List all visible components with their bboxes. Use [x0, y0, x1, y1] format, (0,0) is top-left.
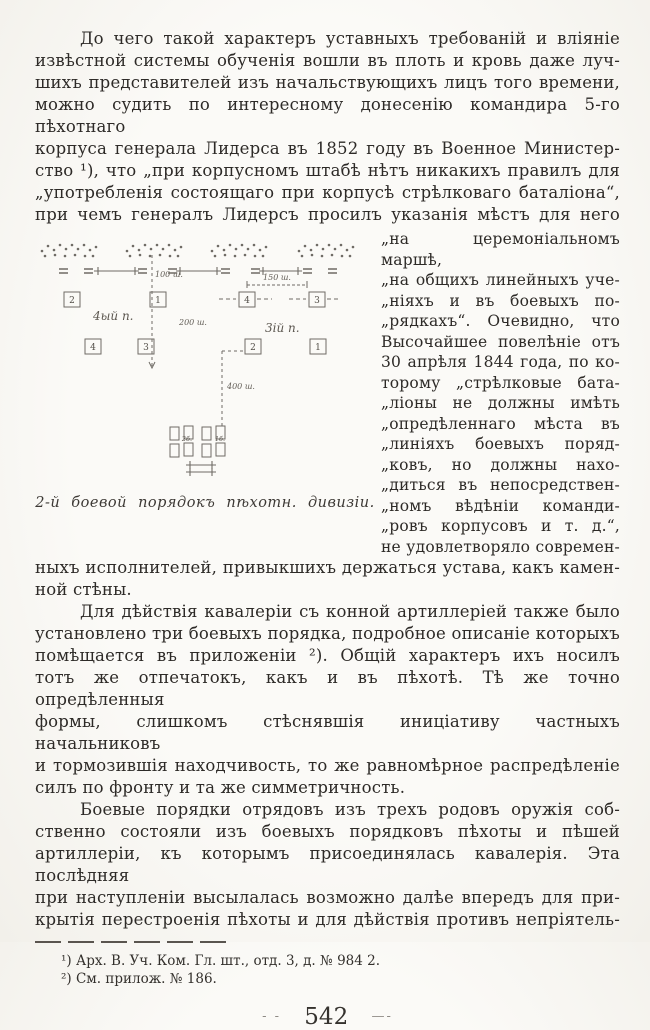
text-line: „опредѣленнаго мѣста въ — [381, 414, 620, 433]
right-column — [375, 229, 620, 557]
page-number-row — [35, 1004, 620, 1030]
text-line: установлено три боевыхъ порядка, подробное описаніе которыхъ — [35, 624, 620, 643]
text-line: формы, слишкомъ стѣснявшія иниціативу частныхъ начальниковъ — [35, 712, 620, 753]
text-line: Высочайшее повелѣніе отъ — [381, 332, 620, 351]
brigade-label: 2б. — [181, 435, 193, 443]
footnotes — [35, 952, 620, 988]
text-line: артиллеріи, къ которымъ присоединялась кавалерія. Эта послѣдняя — [35, 844, 620, 885]
figure-symbols — [41, 244, 355, 476]
figure-caption: 2-й боевой порядокъ пѣхотн. дивизіи. — [35, 495, 375, 511]
text-line: „номъ вѣдѣніи команди- — [381, 496, 620, 515]
footnote: ²) См. прилож. № 186. — [61, 971, 217, 987]
text-line: „на общихъ линейныхъ уче- — [381, 271, 620, 289]
battalion-square — [245, 339, 261, 354]
text-line: шихъ представителей изъ начальствующихъ лицъ того времени, — [35, 73, 620, 92]
text-line: „употребленія состоящаго при корпусѣ стрѣлковаго баталіона“, — [35, 183, 620, 202]
page-number-dash-right: —- — [371, 1009, 393, 1024]
text-line: Боевые порядки отрядовъ изъ трехъ родовъ оружія соб- — [80, 800, 620, 819]
text-line: корпуса генерала Лидерса въ 1852 году въ Военное Министер- — [35, 139, 620, 158]
battle-order-diagram — [35, 229, 375, 487]
text-line: торому „стрѣлковые бата- — [381, 373, 620, 392]
text-line: помѣщается въ приложеніи ²). Общій характеръ ихъ носилъ — [35, 646, 620, 665]
text-line: „диться въ непосредствен- — [381, 476, 620, 494]
footnote-separator — [35, 941, 230, 943]
regiment-label: 3ій п. — [265, 321, 300, 335]
text-line: Для дѣйствія кавалеріи съ конной артиллеріей также было — [80, 602, 620, 621]
text-line: извѣстной системы обученія вошли въ плоть и кровь даже луч- — [35, 51, 620, 70]
text-line: „ковъ, но должны нахо- — [381, 455, 620, 474]
text-line: и тормозившія находчивость, то же равномѣрное распредѣленіе — [35, 756, 620, 775]
battalion-square — [85, 339, 101, 354]
figure-and-text-row — [35, 229, 620, 557]
text-line: крытія перестроенія пѣхоты и для дѣйствія противъ непріятель- — [35, 910, 620, 929]
battalion-square — [239, 292, 255, 307]
text-line: „ровъ корпусовъ и т. д.“, — [381, 517, 620, 535]
text-line: при чемъ генералъ Лидерсъ просилъ указанія мѣстъ для него — [35, 205, 620, 224]
footnote: ¹) Арх. В. Уч. Ком. Гл. шт., отд. 3, д. № 984 2. — [61, 953, 381, 969]
svg-text:4: 4 — [244, 296, 250, 306]
text-line: ныхъ исполнителей, привыкшихъ держаться устава, какъ камен- — [35, 558, 620, 577]
battalion-square — [310, 339, 326, 354]
svg-text:2: 2 — [250, 343, 256, 353]
distance-label: 200 ш. — [179, 318, 207, 327]
distance-label: 400 ш. — [227, 382, 255, 391]
battalion-square — [309, 292, 325, 307]
text-line: „ніяхъ и въ боевыхъ по- — [381, 291, 620, 310]
text-line: ной стѣны. — [35, 580, 132, 599]
page-number: 542 — [304, 1004, 349, 1030]
battle-order-figure — [35, 229, 375, 557]
text-line: „ліоны не должны имѣть — [381, 394, 620, 412]
text-line: „на церемоніальномъ маршѣ, — [381, 230, 620, 269]
svg-text:3: 3 — [143, 343, 149, 353]
text-line: при наступленіи высылалась возможно далѣе впередъ для при- — [35, 888, 620, 907]
text-line: не удовлетворяло современ- — [381, 537, 620, 556]
paragraph-1-continuation — [35, 557, 620, 601]
svg-text:1: 1 — [155, 296, 161, 306]
page-number-dash-left: - - — [262, 1009, 281, 1024]
distance-label: 150 ш. — [263, 273, 291, 282]
text-line: можно судить по интересному донесенію командира 5-го пѣхотнаго — [35, 95, 620, 136]
text-line: 30 апрѣля 1844 года, по ко- — [381, 353, 620, 371]
text-line: „линіяхъ боевыхъ поряд- — [381, 435, 620, 453]
svg-text:3: 3 — [314, 296, 320, 306]
svg-text:4: 4 — [90, 343, 96, 353]
distance-label: 100 ш. — [155, 270, 183, 279]
svg-text:1: 1 — [315, 343, 321, 353]
text-line: „рядкахъ“. Очевидно, что — [381, 312, 620, 330]
regiment-label: 4ый п. — [93, 309, 134, 323]
paragraph-2 — [35, 601, 620, 799]
text-line: тотъ же отпечатокъ, какъ и въ пѣхотѣ. Тѣ же точно опредѣленныя — [35, 668, 620, 709]
text-line: До чего такой характеръ уставныхъ требованій и вліяніе — [80, 29, 620, 48]
battalion-square — [64, 292, 80, 307]
svg-text:2: 2 — [69, 296, 75, 306]
text-line: ственно состояли изъ боевыхъ порядковъ пѣхоты и пѣшей — [35, 822, 620, 841]
brigade-label: 1б. — [214, 435, 226, 443]
paragraph-3 — [35, 799, 620, 931]
text-line: ство ¹), что „при корпусномъ штабѣ нѣтъ никакихъ правилъ для — [35, 161, 620, 180]
paragraph-1 — [35, 28, 620, 226]
text-line: силъ по фронту и та же симметричность. — [35, 778, 406, 797]
